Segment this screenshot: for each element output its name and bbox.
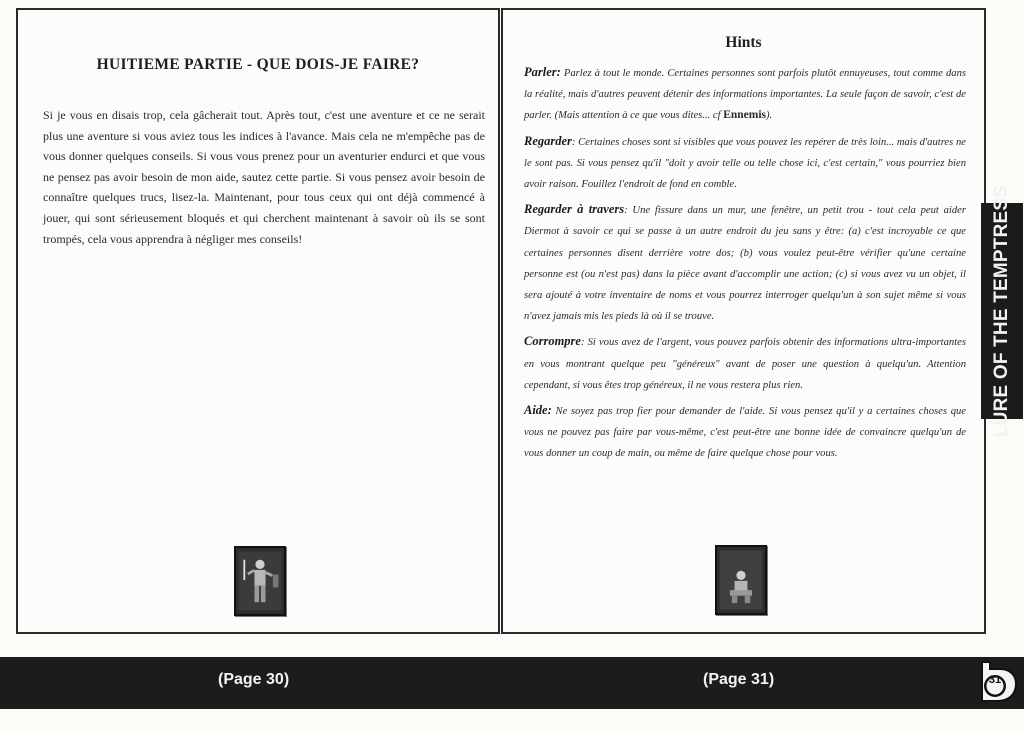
page-number-right: (Page 31)	[703, 671, 775, 688]
hint-text: : Une fissure dans un mur, une fenêtre, un petit trou - tout cela peut aider Diermot à savoir ce qui se passe à un autre endroit du jeu sans y être: (a) c'est incroyable ce que certaines personnes disent derrière votre dos; (b) vous voulez peut-être vérifier qu'une certaine personne est (ou n'est pas) dans la pièce avant d'accomplir une action; (c) si vous avez vu un objet, il sera ajouté à votre inventaire de noms et vous pourrez interroger quelqu'un à son sujet même si vous n'avez jamais mis les pieds là où il se trouve.	[524, 205, 966, 323]
hint-text: Ne soyez pas trop fier pour demander de l'aide. Si vous pensez qu'il y a certaines choses que vous ne pouvez pas faire par vous-même, c'est peut-être une bonne idée de convaincre quelqu'un de vous donner un coup de main, ou même de faire quelque chose pour vous.	[524, 406, 966, 460]
hint-regarder-a-travers	[524, 199, 966, 327]
page-badge-number: 31	[988, 674, 1002, 686]
left-page	[16, 8, 500, 634]
hint-aide	[524, 400, 966, 465]
side-tab-title: LURE OF THE TEMPTRESS	[991, 184, 1012, 438]
hint-term: Regarder à travers	[524, 202, 625, 217]
hint-term: Regarder	[524, 133, 572, 148]
hint-tail: ).	[766, 110, 773, 122]
hint-corrompre	[524, 331, 966, 396]
hints-list	[524, 62, 966, 469]
crouching-figure-portrait-icon	[715, 545, 767, 615]
publisher-logo-icon	[976, 659, 1020, 705]
hint-strong-term: Ennemis	[723, 109, 767, 122]
hint-text: Parlez à tout le monde. Certaines personnes sont parfois plutôt ennuyeuses, tout comme dans la réalité, mais d'autres peuvent détenir des informations importantes. La seule façon de savoir, c'est de parler. (Mais attention à ce que vous dites... cf	[524, 68, 966, 122]
side-tab	[981, 184, 1023, 438]
hint-text: : Certaines choses sont si visibles que vous pouvez les repérer de très loin... mais d'autres ne le sont pas. Si vous pensez qu'il "doit y avoir telle ou telle chose ici, c'est certain," vous pourriez bien avoir raison. Fouillez l'endroit de fond en comble.	[524, 136, 966, 191]
hints-title: Hints	[725, 34, 762, 51]
left-page-title: HUITIEME PARTIE - QUE DOIS-JE FAIRE?	[96, 56, 420, 73]
hint-term: Aide:	[524, 403, 552, 418]
right-page	[501, 8, 986, 634]
hint-term: Corrompre	[524, 334, 581, 349]
left-page-body: Si je vous en disais trop, cela gâcherait tout. Après tout, c'est une aventure et ce ne serait plus une aventure si vous aviez tous les indices à l'avance. Mais cela ne m'empêche pas de vous donner quelques conseils. Si vous vous prenez pour un aventurier endurci et que vous ne pensez pas avoir besoin de mon aide, sautez cette partie. Si vous pensez avoir besoin de connaître quelques trucs, lisez-la. Maintenant, pour tous ceux qui ont déjà commencé à jouer, qui sont sérieusement bloqués et qui cherchent maintenant à savoir où ils se sont trompés, cela vous apprendra à négliger mes conseils!	[43, 108, 485, 246]
hint-parler	[524, 62, 966, 127]
hint-regarder	[524, 131, 966, 196]
hint-term: Parler:	[524, 65, 561, 79]
warrior-portrait-icon	[234, 546, 286, 616]
footer-bar	[0, 657, 1024, 709]
page-number-left: (Page 30)	[218, 671, 290, 688]
hint-text: : Si vous avez de l'argent, vous pouvez parfois obtenir des informations ultra-importantes en vous montrant quelque peu "généreux" avant de poser une question à quelqu'un. Attention cependant, si vous êtes trop généreux, il ne vous restera plus rien.	[524, 337, 966, 391]
